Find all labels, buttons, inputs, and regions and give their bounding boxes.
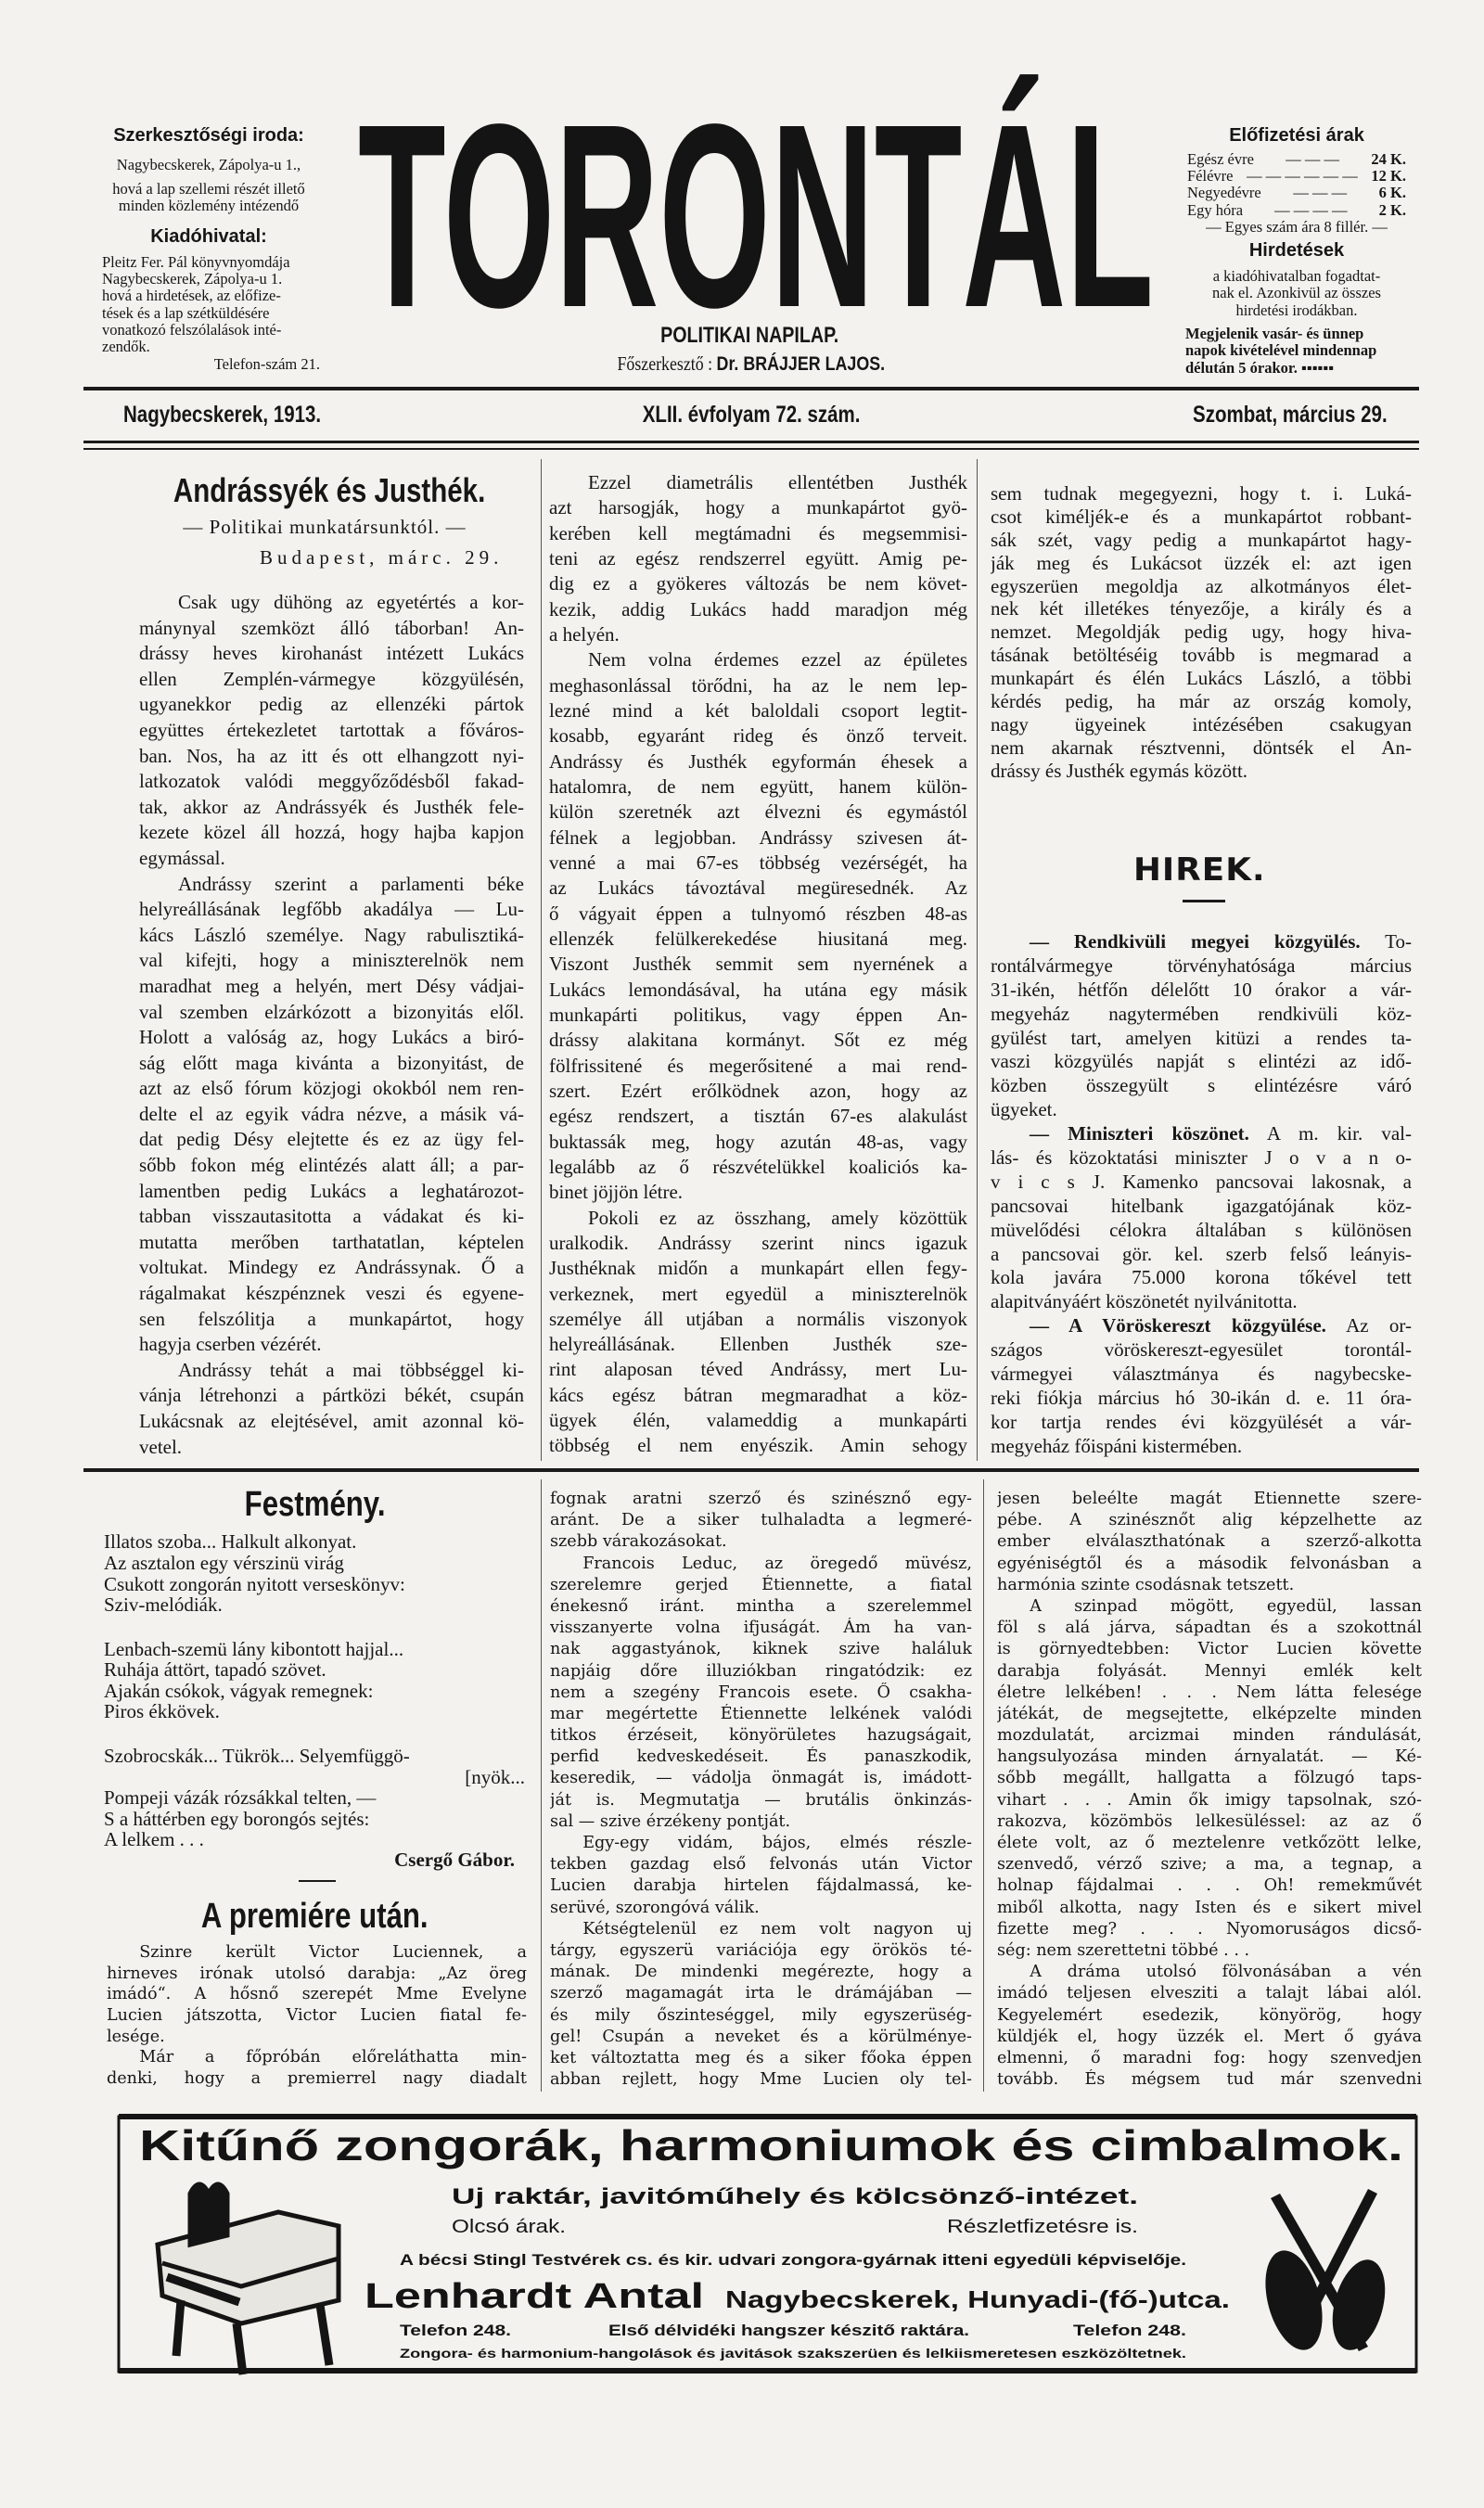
separator [299, 1880, 336, 1882]
price-row [1187, 151, 1406, 168]
text-line: egész rendszert, a tisztán 67-es alakulást [549, 1105, 967, 1128]
poem-line: Sziv-melódiák. [104, 1593, 223, 1616]
editorial-office-line: Nagybecskerek, Zápolya-u 1., [116, 156, 301, 173]
text-line: az Lukács távoztával megüresednék. Az [549, 877, 967, 900]
text-line: helyreállásának. Ellenben Justhék sze- [549, 1333, 967, 1356]
poem-line: Szobrocskák... Tükrök... Selyemfüggö- [104, 1745, 410, 1767]
text-line: szágos vöröskereszt-egyesület torontál- [991, 1338, 1412, 1362]
poem-line: Csukott zongorán nyitott verseskönyv: [104, 1573, 405, 1595]
price-dashes: — — — [1286, 150, 1340, 168]
news-column [991, 930, 1412, 1459]
text-line: napjáig dőre illuziókban ringatódzik: ez [550, 1661, 972, 1681]
ads-line: a kiadóhivatalban fogadtat- [1212, 267, 1381, 285]
cymbal-mallets-icon [1256, 2189, 1394, 2356]
publisher-heading: Kiadóhivatal: [150, 226, 267, 247]
subscription-heading: Előfizetési árak [1229, 125, 1364, 146]
divider [83, 441, 1419, 443]
price-value: 2 K. [1378, 201, 1406, 219]
poem-line: [nyök... [465, 1766, 525, 1788]
date-text: Szombat, március 29. [1193, 402, 1388, 428]
text-line: csot kiméljék-e és a munkapártot robbant- [991, 505, 1412, 528]
text-line: mozdulatát, arcizmai minden rándulását, [997, 1726, 1422, 1746]
text-line: sőbb fokon még elintézés alatt áll; a par- [139, 1154, 524, 1177]
article-title-text: Andrássyék és Justhék. [173, 471, 486, 509]
feuilleton-column-3 [997, 1489, 1422, 2091]
text-line: Francois Leduc, az öregedő müvész, [582, 1554, 972, 1573]
text-line [991, 930, 1412, 954]
volume-text: XLII. évfolyam 72. szám. [642, 402, 861, 428]
text-line: lesége. [107, 2027, 165, 2046]
text-line: nak aggastyánok, kiknek szive haláluk [550, 1640, 972, 1659]
news-item-text: A m. kir. val- [1248, 1122, 1412, 1145]
poem-line: Lenbach-szemü lány kibontott hajjal... [104, 1638, 404, 1660]
text-line: személye áll utjában a normális viszonyok [549, 1307, 967, 1330]
text-line: mar megértette Étiennette lelkének valódi [550, 1704, 972, 1723]
text-line: sen felszólitja a munkapártot, hogy [139, 1307, 524, 1330]
masthead-subtitle [564, 323, 935, 349]
text-line: kezik, addig Lukács hadd maradjon még [549, 597, 967, 621]
price-label: Félévre [1187, 167, 1234, 185]
text-line: sák szét, vagy pedig a munkapártot hagy- [991, 528, 1412, 551]
text-line: föl s alá járva, sápadtan és a szokottnál [997, 1619, 1422, 1638]
ad-border-bottom [119, 2368, 1416, 2374]
text-line: élete volt, az ő meztelenre vetkőzött lelke, [997, 1834, 1422, 1852]
text-line: denki, hogy a premierrel nagy diadalt [107, 2069, 527, 2089]
news-item-headline: — Rendkivüli megyei közgyülés. [1030, 930, 1361, 953]
text-line: elmenni, ő maradni fog: hogy szenvedjen [997, 2048, 1422, 2067]
price-dashes: — — — — [1274, 201, 1348, 219]
text-line: Ezzel diametrális ellentétben Justhék [588, 471, 967, 493]
text-line: nek két illetékes tényezője, a király és a [991, 597, 1412, 621]
text-line: rint alaposan téved Andrássy, mert Lu- [549, 1358, 967, 1381]
text-line: kerében kell megtámadni és megsemmisi- [549, 521, 967, 544]
column-divider [983, 1479, 984, 2092]
text-line: Lukácsnak az elejtésével, amit azonnal kö- [139, 1410, 524, 1432]
text-line: nem a szegény Francois esete. Ő csakha- [550, 1683, 972, 1702]
text-line: Egy-egy vidám, bájos, elmés részle- [582, 1834, 972, 1852]
text-line: kosabb, egyaránt rideg és önző terveit. [549, 724, 967, 748]
ads-line: hirdetési irodákban. [1235, 301, 1358, 319]
text-line: imádó“. A hősnő szerepét Mme Evelyne [107, 1985, 527, 2004]
article-title [130, 471, 529, 510]
poem-line: S a háttérben egy borongós sejtés: [104, 1808, 370, 1830]
text-line: mának. De mindenki megérezte, hogy a [550, 1963, 972, 1982]
ads-line: nak el. Azonkivül az összes [1212, 284, 1381, 301]
text-line: tabban visszautasitotta a vádakat és ki- [139, 1205, 524, 1228]
poem-author: Csergő Gábor. [394, 1849, 515, 1871]
ad-cheap: Olcsó árak. [452, 2217, 566, 2237]
text-line: kács egész bátran megmaradhat a köz- [549, 1383, 967, 1406]
text-line: Pokoli ez az összhang, amely közöttük [588, 1206, 967, 1229]
place-year-text: Nagybecskerek, 1913. [123, 402, 322, 428]
text-line: verkeznek, mert egyedül a miniszterelnök [549, 1282, 967, 1305]
ad-tagline: Első délvidéki hangszer készitő raktára. [608, 2322, 969, 2339]
text-line: A szinpad mögött, egyedül, lassan [1030, 1596, 1422, 1616]
text-line: és mily őszinteséggel, mily egyszerüség- [550, 2005, 972, 2025]
text-line: hagyja cserben vézérét. [139, 1333, 322, 1356]
text-line: fölfrissitené és megerősitené a mai rend- [549, 1054, 967, 1077]
text-line: fizette meg? . . . Nyomoruságos dicső- [997, 1919, 1422, 1939]
text-line: kezete közel áll hozzá, hogy hajba kapjon [139, 821, 524, 844]
ads-heading: Hirdetések [1248, 240, 1345, 261]
price-value: 24 K. [1371, 150, 1406, 168]
text-line: a helyén. [549, 622, 620, 646]
text-line: is görnyedtebben: Victor Lucien követte [997, 1640, 1422, 1659]
text-line: kor tartja rendes évi közgyülését a vár- [991, 1410, 1412, 1433]
text-line: meghasonlással törődni, ha az le nem lep- [549, 673, 967, 697]
text-line: sőbb megállt, hallgatta a fölzugó taps- [997, 1769, 1422, 1788]
text-line: teni az egész rendszerrel együtt. Amig pe- [549, 546, 967, 569]
text-line: ellenzék felülkerekedése hiusitaná meg. [549, 927, 967, 950]
price-row [1187, 202, 1406, 219]
text-line: sem tudnak megegyezni, hogy t. i. Luká- [991, 482, 1412, 505]
ad-phone-left: Telefon 248. [400, 2322, 511, 2339]
text-line: fognak aratni szerző és szinésznő egy- [550, 1490, 972, 1508]
text-line: visszanyerte volna ifjuságát. Ám ha van- [550, 1619, 972, 1638]
text-line: megyeház főispáni kistermében. [991, 1434, 1243, 1457]
text-line: ügyek élén, valameddig a munkapárti [549, 1409, 967, 1432]
poem-line: Ruhája áttört, tapadó szövet. [104, 1658, 326, 1681]
text-line: hatalomra, de nem együtt, hanem külön- [549, 774, 967, 798]
dateline-place-year [123, 402, 365, 429]
text-line: Justhéknak midőn a munkapárt ellen fegy- [549, 1257, 967, 1280]
text-line: vihart . . . Amin ők imigy tapsolnak, szó- [997, 1790, 1422, 1810]
ad-company-name: Lenhardt Antal [365, 2277, 704, 2316]
text-line: titkos érzéseit, könyörületes hazugságait, [550, 1726, 972, 1746]
text-line: mutatta merőben tarthatatlan, képtelen [139, 1230, 524, 1253]
heading-underline [1183, 900, 1225, 902]
text-line: rakozva, közömbös lelkesüléssel: az az ő [997, 1811, 1422, 1831]
news-heading [1133, 851, 1274, 889]
text-line: Andrássy és Justhék egyformán éhesek a [549, 749, 967, 773]
column-divider [977, 459, 978, 1461]
editorial-office-line: hová a lap szellemi részét illető [112, 180, 305, 198]
news-heading-text: HIREK. [1133, 851, 1266, 889]
text-line: maradhat meg a helyén, mert Désy vádjai- [139, 974, 524, 997]
news-item-headline: — A Vöröskereszt közgyülése. [1030, 1314, 1326, 1337]
text-line: azt az első fórum közjogi okokból nem ren- [139, 1077, 524, 1100]
text-line: munkapárt és élén Lukács László, a többi [991, 667, 1412, 690]
price-label: Egész évre [1187, 150, 1254, 168]
text-line: Lucien játszotta, Victor Lucien fiatal fe- [107, 2006, 527, 2026]
editor-name: Dr. BRÁJJER LAJOS. [716, 353, 886, 375]
text-line: énekesnő iránt. mintha a szerelemmel [550, 1596, 972, 1616]
piano-icon [158, 2184, 339, 2374]
ad-phone-right: Telefon 248. [1073, 2322, 1186, 2339]
editorial-office-heading: Szerkesztőségi iroda: [113, 125, 304, 146]
text-line: tásának betöltéséig tovább is megmarad a [991, 644, 1412, 667]
text-line: hangsulyozása minden árnyalatát. — Ké- [997, 1747, 1422, 1767]
text-line: vetel. [139, 1435, 183, 1458]
divider [83, 387, 1419, 390]
subtitle-text: POLITIKAI NAPILAP. [659, 323, 839, 348]
text-line: Lucien darabja hirtelen fájdalmassá, ke- [550, 1876, 972, 1896]
text-line: drássy és Justhék egymás között. [991, 759, 1248, 782]
text-line: ják meg és Lukácsot üzzék el: azt igen [991, 551, 1412, 574]
text-line: pancsovai hitelbank igazgatójának köz- [991, 1194, 1412, 1217]
text-line: küldjék el, hogy üzzék el. Mert ő gyáva [997, 2027, 1422, 2046]
text-line: Már a főpróbán előreláthatta min- [139, 2048, 527, 2067]
text-line: egyéniségtől és a második felvonásban a [997, 1554, 1422, 1573]
text-line: kács László személye. Nagy rabulisztiká- [139, 923, 524, 946]
text-line: keseredik, — vádolja önmagát is, imádott- [550, 1769, 972, 1788]
text-line: vaszi közgyülés napját s elintézi az idő- [991, 1050, 1412, 1073]
text-line [991, 1314, 1412, 1338]
text-line: jesen beleélte magát Etiennette szere- [997, 1490, 1422, 1508]
ad-installments: Részletfizetésre is. [947, 2217, 1138, 2237]
text-line: abban rejlett, hogy Mme Lucien oly tel- [550, 2070, 972, 2090]
text-line: reki fiókja március hó 30-ikán d. e. 11 óra- [991, 1386, 1412, 1409]
text-line: Szinre került Victor Luciennek, a [139, 1943, 527, 1962]
column-divider [541, 1479, 542, 2092]
text-line: müvelődési célokra általában s különösen [991, 1218, 1412, 1241]
poem-line: Pompeji vázák rózsákkal telten, — [104, 1786, 377, 1809]
text-line: ket változtatta meg és a siker főoka éppen [550, 2048, 972, 2067]
text-line: szebb várakozásokat. [550, 1532, 727, 1552]
single-copy-price: — Egyes szám ára 8 fillér. — [1206, 218, 1388, 236]
text-line: uralkodik. Andrássy szerint nincs igazuk [549, 1231, 967, 1254]
text-line: harmónia szinte csodásnak tetszett. [997, 1575, 1295, 1594]
text-line: Viszont Justhék semmit sem nyernének a [549, 953, 967, 976]
text-line: helyreállásának legfőbb akadálya — Lu- [139, 898, 524, 921]
text-line: Kegyelemért esedezik, könyörög, hogy [997, 2005, 1422, 2025]
text-line: Nem volna érdemes ezzel az épületes [588, 648, 967, 672]
price-label: Egy hóra [1187, 201, 1244, 219]
poem-title-text: Festmény. [244, 1485, 386, 1524]
text-line: delte el az egyik vádra nézve, a másik vá- [139, 1102, 524, 1125]
text-line: latkozatok valódi meggyőződésből fakad- [139, 770, 524, 793]
text-line: ellen Zemplén-vármegye közgyülésén, [139, 667, 524, 690]
article-column-3 [991, 482, 1412, 783]
text-line: egymással. [139, 846, 225, 869]
text-line: játékát, de megsejtette, elképzelte minden [997, 1704, 1422, 1723]
schedule-line: napok kivételével mindennap [1185, 341, 1377, 359]
price-value: 12 K. [1371, 167, 1406, 185]
text-line: buktassák meg, hogy azután 48-as, vagy [549, 1130, 967, 1153]
text-line: ban. Nos, ha az itt és ott elhangzott nyi- [139, 744, 524, 767]
text-line: darabja folyását. Mennyi emlék kelt [997, 1661, 1422, 1681]
text-line: tekben gazdag első felvonás után Victor [550, 1855, 972, 1875]
ad-services: Zongora- és harmonium-hangolások és javitások szakszerüen és lelkiismeretesen eszközöltetnek. [400, 2346, 1186, 2361]
text-line: ség: nem szerettetni többé . . . [997, 1940, 1250, 1960]
text-line: hirneves irónak utolsó darabja: „Az öreg [107, 1964, 527, 1983]
text-line: tárgy, egyszerü variációja egy örökös té- [550, 1940, 972, 1960]
text-line: külön szeretnék azt élvezni és egymástól [549, 800, 967, 824]
text-line: aránt. De a siker tulhaladta a legmeré- [550, 1511, 972, 1530]
feuilleton-column-2 [550, 1489, 972, 2091]
text-line: voltukat. Mindegy ez Andrássynak. Ő a [139, 1256, 524, 1279]
editor-credit [519, 352, 983, 376]
text-line: dig ez a gyökeres változás be nem követ- [549, 572, 967, 595]
text-line: rontálvármegye törvényhatósága március [991, 953, 1412, 977]
text-line: lezné mind a két baloldali csoport legtit- [549, 698, 967, 722]
text-line: vármegyei választmánya és nagybecske- [991, 1363, 1412, 1386]
text-line: tak, akkor az Andrássyék és Justhék fele- [139, 795, 524, 818]
text-line: közben összegyült s elintézésre váró [991, 1074, 1412, 1097]
section-divider [83, 1468, 1419, 1472]
text-line: azt harsogják, hogy a munkapártot gyö- [549, 496, 967, 519]
text-line: félnek a legjobban. Andrássy szivesen át- [549, 825, 967, 849]
text-line: tovább. És mégsem tud már szenvedni [997, 2070, 1422, 2090]
price-dashes: — — — [1293, 184, 1348, 201]
text-line: imádó teljesen elvesziti a talajt lábai alól. [997, 1984, 1422, 2003]
feuilleton-title-text: A premiére után. [201, 1897, 429, 1936]
news-item-text: To- [1360, 930, 1412, 953]
ad-agency: A bécsi Stingl Testvérek cs. és kir. udvari zongora-gyárnak itteni egyedüli képviselője. [400, 2251, 1186, 2269]
text-line: pébe. A szinésznőt alig képzelhette az [997, 1511, 1422, 1530]
text-line: drássy alakitana kormányt. Sőt ez még [549, 1029, 967, 1052]
text-line: holnap fájdalmai . . . Oh! remekművét [997, 1876, 1422, 1896]
text-line: szert. Ezért erőlködnek azon, hogy az [549, 1079, 967, 1102]
text-line: Kétségtelenül ez nem volt nagyon uj [582, 1919, 972, 1939]
ad-headline: Kitűnő zongorák, harmoniumok és cimbalmok. [139, 2121, 1403, 2169]
text-line: miből alkotta, nagy Isten és e sikert mivel [997, 1898, 1422, 1917]
publisher-line: zendők. [102, 338, 150, 355]
text-line: val szemben elzárkózott a bizonyitás elől. [139, 1000, 524, 1023]
text-line: rágalmakat készpénznek veszi és egyene- [139, 1282, 524, 1305]
text-line: ság előtt maga kivánta a bizonyitást, de [139, 1051, 524, 1074]
text-line: Andrássy tehát a mai többséggel ki- [178, 1358, 524, 1381]
text-line: lamentben pedig Lukács a leghatározot- [139, 1179, 524, 1202]
text-line: ügyeket. [991, 1098, 1057, 1121]
text-line: kola javára 75.000 korona tőkével tett [991, 1266, 1412, 1289]
text-line: a pancsovai gör. kel. szerb felső leányis- [991, 1242, 1412, 1265]
text-line: ugyanekkor pedig az ellenzéki pártok [139, 693, 524, 716]
poem-title [104, 1484, 526, 1525]
price-row [1187, 185, 1406, 201]
schedule-line: délután 5 órakor. ▪▪▪▪▪▪ [1185, 359, 1335, 377]
text-line: perfid kedveskedéseit. És panaszkodik, [550, 1747, 972, 1767]
divider [83, 448, 1419, 450]
publisher-line: hová a hirdetések, az előfize- [102, 287, 281, 304]
advertisement [0, 2105, 1484, 2384]
text-line: nagy ügyeinek intézésében csakugyan [991, 712, 1412, 736]
text-line: Csak ugy dühöng az egyetértés a kor- [178, 591, 524, 613]
editorial-office-line: minden közlemény intézendő [118, 197, 300, 214]
text-line: ját is. Megmutatja — brutális önkinzás- [550, 1790, 972, 1810]
publisher-phone: Telefon-szám 21. [213, 355, 320, 373]
text-line: v i c s J. Kamenko pancsovai lakosnak, a [991, 1170, 1412, 1193]
ad-border-top [119, 2114, 1416, 2119]
text-line: A dráma utolsó fölvonásában a vén [1030, 1963, 1422, 1982]
text-line: ő vágyait éppen a tulnyomó részben 48-as [549, 902, 967, 925]
text-line: megyeház nagytermében rendkivüli köz- [991, 1002, 1412, 1025]
text-line: alapitványáért köszönetét nyilvánitotta. [991, 1290, 1298, 1313]
text-line: Andrássy szerint a parlamenti béke [178, 872, 524, 895]
text-line: ember elválaszthatónak a szerző-alkotta [997, 1532, 1422, 1552]
poem-line: Piros ékkövek. [104, 1700, 220, 1722]
article-byline: — Politikai munkatársunktól. — [183, 516, 467, 538]
poem-line: A lelkem . . . [104, 1828, 204, 1850]
text-line: 31-ikén, hétfőn délelőtt 10 órakor a vár- [991, 978, 1412, 1001]
text-line: legalább az ő részvételükkel koaliciós ka- [549, 1155, 967, 1178]
publisher-line: vonatkozó felszólalások inté- [102, 321, 282, 339]
text-line: gel! Csupán a neveket és a körülménye- [550, 2027, 972, 2046]
text-line: sal — szive érzékeny pontját. [550, 1811, 791, 1831]
feuilleton-title [104, 1896, 526, 1937]
text-line: drássy heves kirohanást intézett Lukács [139, 642, 524, 665]
article-column-1 [139, 590, 524, 1460]
dateline-volume [556, 402, 946, 429]
text-line: nem akarnak résztvenni, döntsék el An- [991, 736, 1412, 759]
feuilleton-column-1 [107, 1942, 527, 2090]
poem-line: Illatos szoba... Halkult alkonyat. [104, 1530, 357, 1553]
news-item-headline: — Miniszteri köszönet. [1030, 1122, 1249, 1145]
price-row [1187, 168, 1406, 185]
text-line: dat pedig Désy elejtette és ez az ügy fel- [139, 1128, 524, 1151]
text-line: szerző magamagát irta le drámájában — [550, 1984, 972, 2003]
text-line: serüvé, szorongóvá válik. [550, 1898, 760, 1917]
text-line: val kifejti, hogy a miniszterelnök nem [139, 949, 524, 972]
text-line: mánynyal szemközt álló táborban! An- [139, 616, 524, 639]
text-line: vánja létrehonzi a pártközi békét, csupán [139, 1384, 524, 1407]
dateline-date [1094, 402, 1388, 429]
text-line: szenvedő, vérző szive; a ma, a tegnap, a [997, 1855, 1422, 1875]
text-line: venné a mai 67-es többség vezérségét, ha [549, 851, 967, 874]
text-line: egyszerüen megoldja az alkotmányos élet- [991, 574, 1412, 597]
text-line: kérdés pedig, ha már az ország komoly, [991, 690, 1412, 713]
text-line: együttes értekezletet tartottak a főváros- [139, 718, 524, 741]
publisher-line: Pleitz Fer. Pál könyvnyomdája [102, 253, 290, 271]
editor-label: Főszerkesztő : [617, 352, 713, 375]
text-line: munkapárti politikus, vagy éppen An- [549, 1003, 967, 1026]
masthead-title: TORONTÁL [358, 70, 1154, 315]
text-line [991, 1122, 1412, 1146]
masthead-logo [352, 56, 1169, 315]
text-line: binet jöjjön létre. [549, 1181, 684, 1204]
text-line: szerelemre gerjed Étiennette, a fiatal [550, 1575, 972, 1594]
price-dashes: — — — — — — [1247, 167, 1358, 185]
poem-line: Ajakán csókok, vágyak remegnek: [104, 1680, 374, 1702]
poem-line: Az asztalon egy vérszinü virág [104, 1552, 344, 1574]
column-divider [541, 459, 542, 1461]
ad-address: Nagybecskerek, Hunyadi-(fő-)utca. [725, 2285, 1230, 2313]
publisher-line: tések és a lap szétküldésére [102, 304, 270, 322]
text-line: Holott a valóság az, hogy Lukács a biró- [139, 1026, 524, 1049]
text-line: gyülést tart, amelyen kitüzi a rendes ta- [991, 1026, 1412, 1049]
price-value: 6 K. [1378, 184, 1406, 201]
schedule-line: Megjelenik vasár- és ünnep [1185, 325, 1364, 342]
text-line: életre lelkében! . . . Nem látta felesége [997, 1683, 1422, 1702]
ad-subhead: Uj raktár, javitóműhely és kölcsönző-intézet. [452, 2184, 1138, 2209]
publisher-line: Nagybecskerek, Zápolya-u 1. [102, 270, 283, 288]
text-line: többség el nem enyészik. Amin sehogy [549, 1434, 967, 1457]
article-column-2 [549, 470, 967, 1459]
text-line: nemzet. Megoldják pedig ugy, hogy hiva- [991, 621, 1412, 644]
price-label: Negyedévre [1187, 184, 1261, 201]
news-item-text: Az or- [1325, 1314, 1412, 1337]
article-dateline: Budapest, márc. 29. [260, 546, 504, 569]
text-line: Lukács lemondásával, ha utána egy másik [549, 978, 967, 1001]
text-line: lás- és közoktatási miniszter J o v a n o- [991, 1146, 1412, 1170]
